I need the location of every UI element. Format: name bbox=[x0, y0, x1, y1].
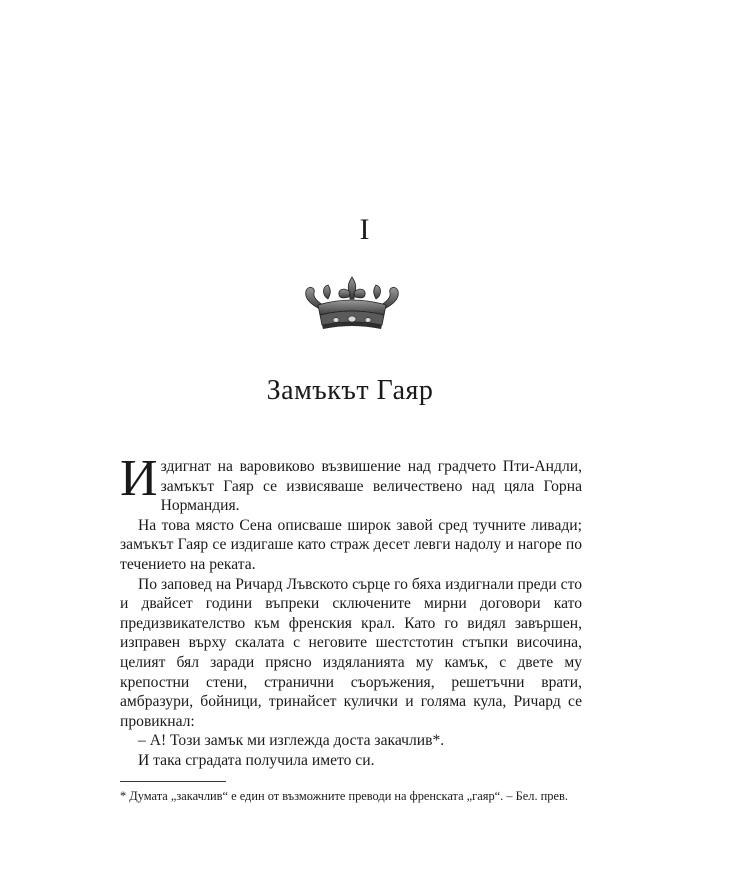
paragraph-3: По заповед на Ричард Лъвското сърце го бяха издигнали преди сто и двайсет години въпреки сключените мирни договори като предизвикателство към френския крал. Като го видял завършен, изправен върху скалата с неговите шестстотин стъпки височина, целият бял заради прясно издяланията му камък, с двете му крепостни стени, странични съоръжения, решетъчни врати, амбразури, бойници, тринайсет кулички и голяма кула, Ричард се провикнал: bbox=[120, 575, 582, 730]
footnote: * Думата „закачлив“ е един от възможните преводи на френската „гаяр“. – Бел. прев. bbox=[120, 789, 568, 803]
paragraph-5: И така сградата получила името си. bbox=[138, 751, 375, 769]
body-text bbox=[120, 450, 582, 771]
paragraph-2: На това място Сена описваше широк завой сред тучните ливади; замъкът Гаяр се издигаше като страж десет левги надолу и нагоре по течението на реката. bbox=[120, 516, 582, 573]
drop-cap: И bbox=[120, 450, 158, 507]
chapter-number: I bbox=[359, 213, 370, 246]
paragraph-1-text: здигнат на варовиково възвишение над градчето Пти-Андли, замъкът Гаяр се извисяваше величествено над цяла Горна Нормандия. bbox=[160, 458, 582, 515]
footnote-divider bbox=[120, 781, 226, 782]
paragraph-4: – А! Този замък ми изглежда доста закачлив*. bbox=[138, 732, 445, 750]
paragraph-1 bbox=[120, 450, 582, 516]
chapter-title: Замъкът Гаяр bbox=[266, 375, 434, 406]
crown-icon bbox=[304, 275, 400, 333]
